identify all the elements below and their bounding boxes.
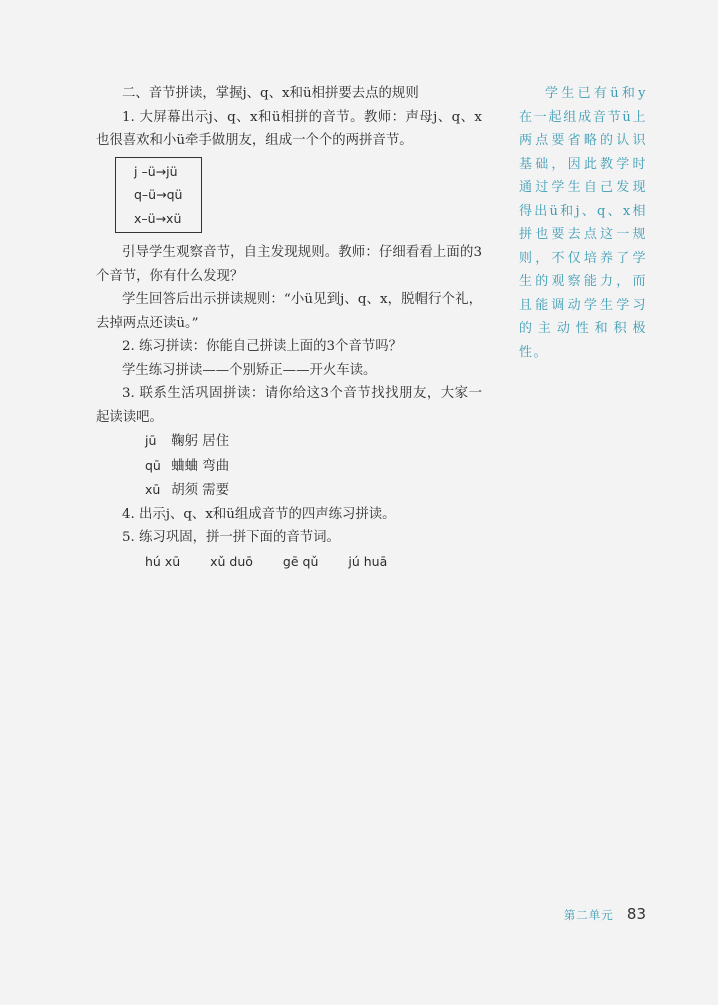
syllable-q: q–ü→qü <box>134 187 183 202</box>
pinyin-word: gē qǔ <box>282 553 319 569</box>
paragraph-7: 4. 出示j、q、x和ü组成音节的四声练习拼读。 <box>122 506 396 522</box>
side-note <box>519 82 647 364</box>
word-list <box>96 429 482 503</box>
unit-label: 第二单元 <box>563 908 614 922</box>
word-text: 蛐蛐 弯曲 <box>171 458 230 474</box>
pinyin-words <box>96 550 482 574</box>
paragraph-4: 2. 练习拼读：你能自己拼读上面的3个音节吗？ <box>122 339 402 354</box>
main-content <box>96 82 482 573</box>
page-number: 83 <box>626 905 646 923</box>
word-pinyin: xū <box>145 482 161 497</box>
word-row <box>145 478 482 503</box>
word-row <box>145 454 482 479</box>
pinyin-word: xǔ duō <box>210 553 253 569</box>
paragraph-2: 引导学生观察音节，自主发现规则。教师：仔细看看上面的3个音节，你有什么发现？ <box>96 245 482 284</box>
paragraph-6: 3. 联系生活巩固拼读：请你给这3个音节找找朋友，大家一起读读吧。 <box>96 386 482 425</box>
paragraph-5: 学生练习拼读——个别矫正——开火车读。 <box>122 362 377 378</box>
section-heading: 二、音节拼读，掌握j、q、x和ü相拼要去点的规则 <box>122 86 419 101</box>
pinyin-word: hú xū <box>145 553 181 569</box>
syllable-box <box>115 157 202 234</box>
side-note-text: 学生已有ü和y在一起组成音节ü上两点要省略的认识基础，因此教学时通过学生自己发现得出ü和j、q、x相拼也要去点这一规则，不仅培养了学生的观察能力，而且能调动学生学习的主动性和积极性。 <box>519 86 647 360</box>
paragraph-1: 1. 大屏幕出示j、q、x和ü相拼的音节。教师：声母j、q、x也很喜欢和小ü牵手做朋友，组成一个个的两拼音节。 <box>96 109 482 148</box>
word-row <box>145 429 482 454</box>
paragraph-3: 学生回答后出示拼读规则：“小ü见到j、q、x，脱帽行个礼，去掉两点还读ü。” <box>96 292 482 331</box>
syllable-j: j –ü→jü <box>134 163 178 179</box>
word-pinyin: qū <box>145 457 161 473</box>
word-text: 胡须 需要 <box>171 483 230 498</box>
page-footer <box>564 904 646 923</box>
pinyin-word: jú huā <box>348 553 388 569</box>
word-text: 鞠躬 居住 <box>171 434 230 449</box>
word-pinyin: jū <box>145 433 157 448</box>
paragraph-8: 5. 练习巩固，拼一拼下面的音节词。 <box>122 530 340 545</box>
syllable-x: x–ü→xü <box>134 210 182 226</box>
